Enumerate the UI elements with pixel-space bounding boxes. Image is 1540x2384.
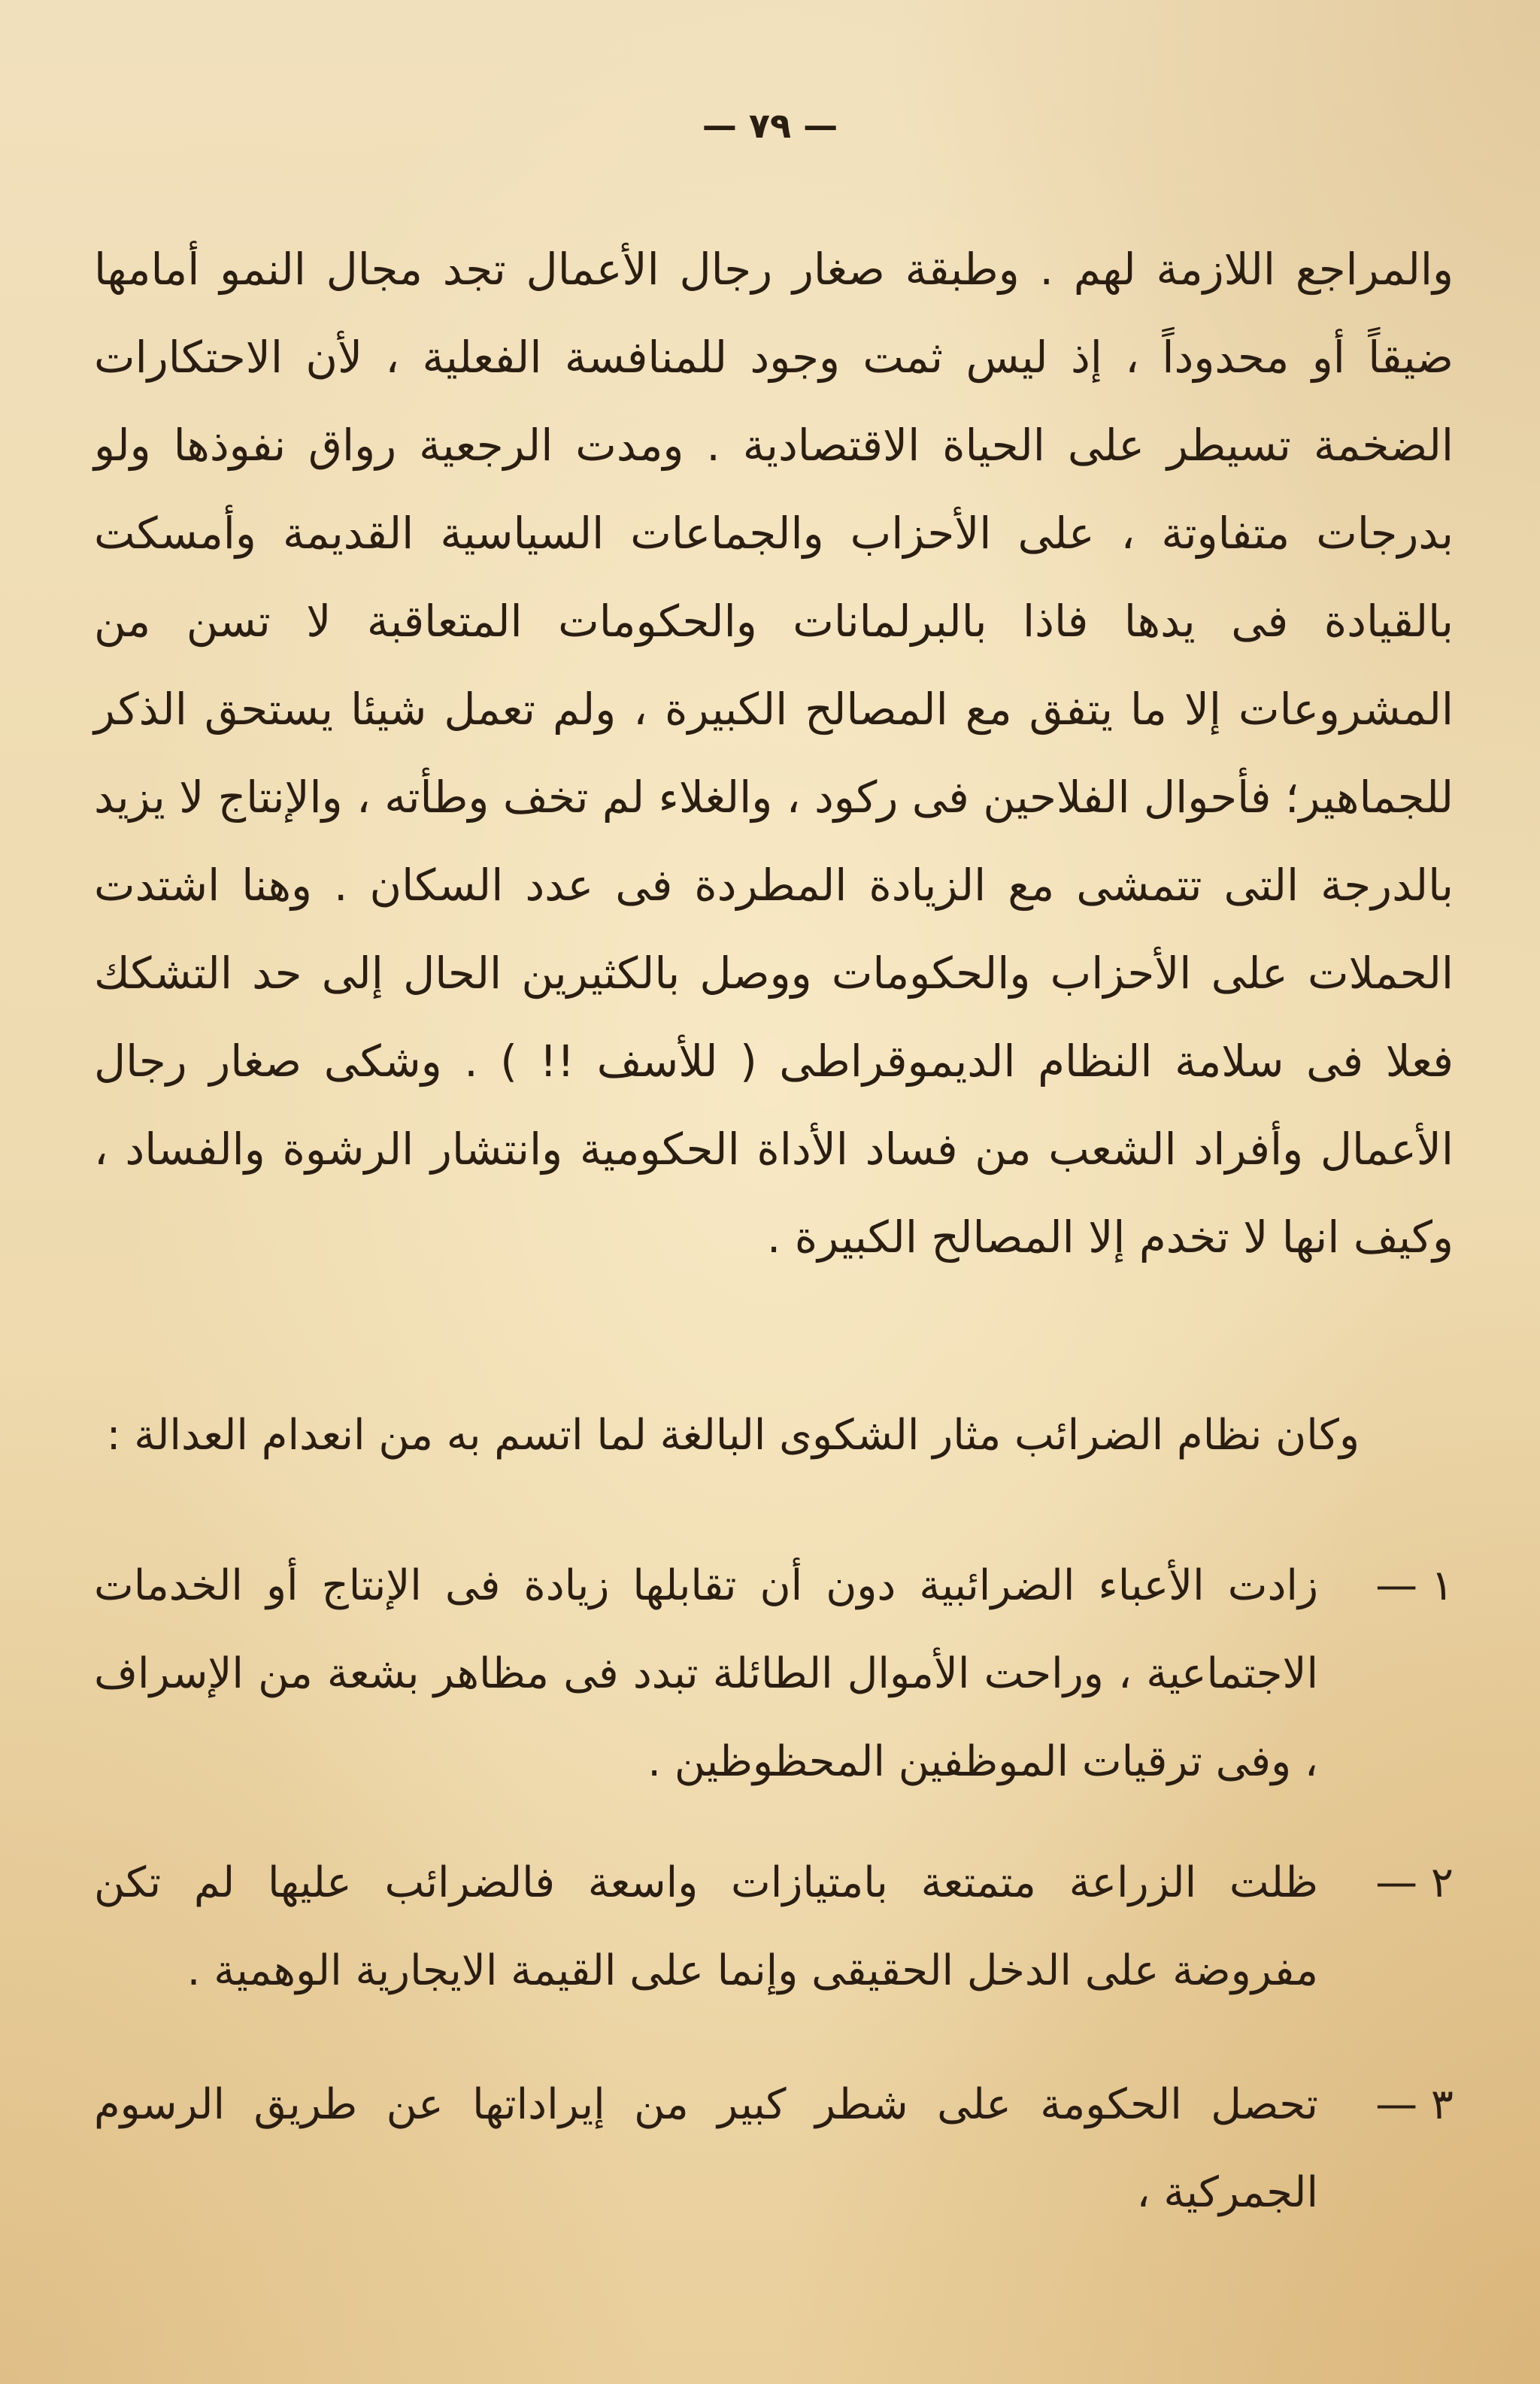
tax-complaints-list	[94, 0, 1454, 2384]
list-item	[94, 1839, 1454, 2015]
taxes-intro-paragraph: وكان نظام الضرائب مثار الشكوى البالغة لما اتسم به من انعدام العدالة :	[106, 1411, 1360, 1460]
list-item-number: ٢ —	[1375, 1858, 1454, 1907]
list-item-text: تحصل الحكومة على شطر كبير من إيراداتها عن طريق الرسوم الجمركية ،	[94, 2080, 1318, 2217]
list-item-number: ١ —	[1375, 1561, 1454, 1610]
list-item-text: ظلت الزراعة متمتعة بامتيازات واسعة فالضرائب عليها لم تكن مفروضة على الدخل الحقيقى وإنما على القيمة الايجارية الوهمية .	[94, 1858, 1318, 1995]
list-item	[94, 1542, 1454, 1806]
main-paragraph: والمراجع اللازمة لهم . وطبقة صغار رجال الأعمال تجد مجال النمو أمامها ضيقاً أو محدوداً ، إذ ليس ثمت وجود للمنافسة الفعلية ، لأن الاحتكارات الضخمة تسيطر على الحياة الاقتصادية . ومدت الرجعية رواق نفوذها ولو بدرجات متفاوتة ، على الأحزاب والجماعات السياسية القديمة وأمسكت بالقيادة فى يدها فاذا بالبرلمانات والحكومات المتعاقبة لا تسن من المشروعات إلا ما يتفق مع المصالح الكبيرة ، ولم تعمل شيئا يستحق الذكر للجماهير؛ فأحوال الفلاحين فى ركود ، والغلاء لم تخف وطأته ، والإنتاج لا يزيد بالدرجة التى تتمشى مع الزيادة المطردة فى عدد السكان . وهنا اشتدت الحملات على الأحزاب والحكومات ووصل بالكثيرين الحال إلى حد التشكك فعلا فى سلامة النظام الديموقراطى ( للأسف !! ) . وشكى صغار رجال الأعمال وأفراد الشعب من فساد الأداة الحكومية وانتشار الرشوة والفساد ، وكيف انها لا تخدم إلا المصالح الكبيرة .	[94, 244, 1454, 1263]
page-number: — ٧٩ —	[702, 105, 838, 146]
list-item	[94, 2061, 1454, 2237]
list-item-text: زادت الأعباء الضرائبية دون أن تقابلها زيادة فى الإنتاج أو الخدمات الاجتماعية ، وراحت الأموال الطائلة تبدد فى مظاهر بشعة من الإسراف ، وفى ترقيات الموظفين المحظوظين .	[94, 1561, 1318, 1786]
list-item-number: ٣ —	[1375, 2080, 1454, 2129]
